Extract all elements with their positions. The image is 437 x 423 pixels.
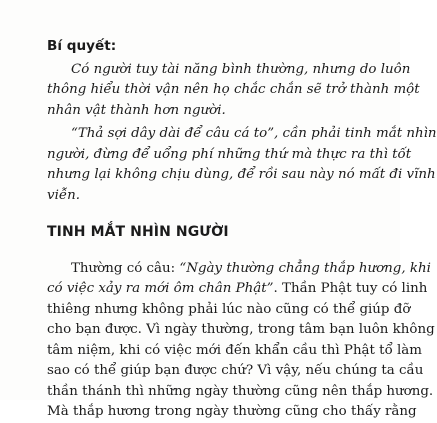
secret-title: Bí quyết: bbox=[47, 38, 117, 54]
body-line: cho bạn được. Vì ngày thường, trong tâm bạn luôn không bbox=[47, 322, 435, 337]
body-text: . Thần Phật tuy có linh bbox=[273, 281, 428, 296]
spacer bbox=[47, 206, 382, 218]
body-line-1 bbox=[47, 259, 431, 280]
text-line: thông hiểu thời vận nên họ chắc chắn sẽ trở thành một bbox=[47, 82, 420, 97]
secret-paragraph-2 bbox=[47, 124, 437, 145]
text-line: người, đừng để uổng phí những thứ mà thực ra thì tốt bbox=[47, 146, 412, 162]
quote-text: “Ngày thường chẳng thắp hương, khi bbox=[179, 260, 431, 276]
body-text: Thường có câu: bbox=[71, 260, 180, 276]
body-line: tâm niệm, khi có việc mới đến khẩn cầu thì Phật tổ làm bbox=[47, 342, 422, 358]
body-line: sao có thể giúp bạn được chứ? Vì vậy, nếu chúng ta cầu bbox=[47, 363, 424, 378]
text-line: Có người tuy tài năng bình thường, nhưng do luôn bbox=[71, 61, 411, 77]
text-line: nhân vật thành hơn người. bbox=[47, 102, 226, 118]
page-content bbox=[47, 36, 437, 423]
text-line: viễn. bbox=[47, 187, 80, 203]
text-line: “Thả sợi dây dài để câu cá to”, cần phải tinh mắt nhìn bbox=[71, 126, 437, 141]
body-line: Mà thắp hương trong ngày thường cũng cho thấy rằng bbox=[47, 404, 417, 419]
body-line-2 bbox=[47, 279, 428, 300]
secret-paragraph-2-cont bbox=[47, 145, 436, 207]
secret-paragraph-1-cont bbox=[47, 80, 420, 121]
body-line: thiêng nhưng không phải lúc nào cũng có thể giúp đỡ bbox=[47, 301, 411, 317]
quote-text: có việc xảy ra mới ôm chân Phật” bbox=[47, 281, 274, 296]
body-line: thần thánh thì những ngày thường cũng nên thắp hương. bbox=[47, 383, 434, 399]
secret-paragraph-1 bbox=[47, 60, 411, 81]
text-line: nhưng lại không chịu dùng, để rồi sau này nó mất đi vĩnh bbox=[47, 167, 436, 182]
section-heading: TINH MẮT NHÌN NGƯỜI bbox=[47, 224, 229, 240]
